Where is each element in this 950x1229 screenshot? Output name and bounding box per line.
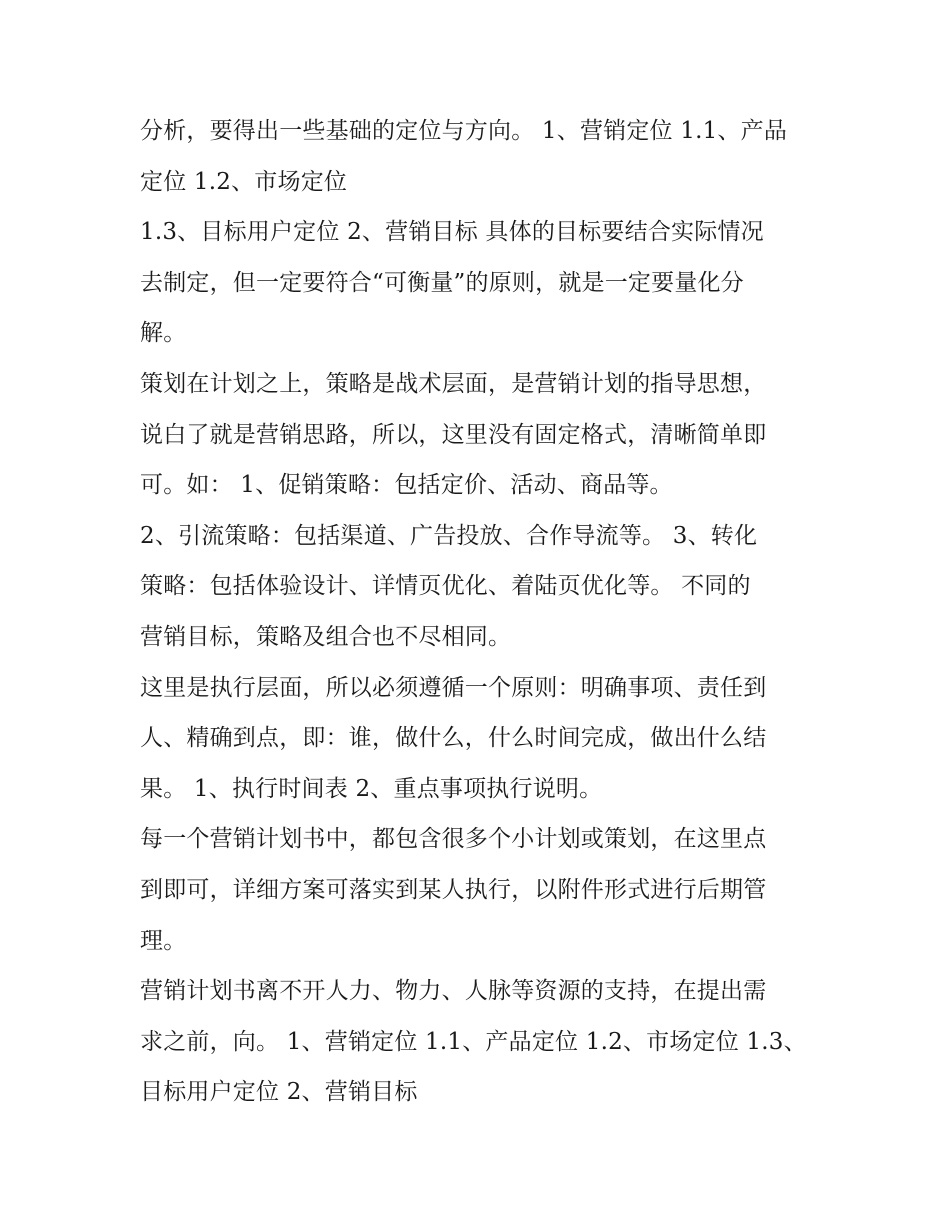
text-line: 果。 1、执行时间表 2、重点事项执行说明。 (140, 775, 603, 802)
text-line: 说白了就是营销思路，所以，这里没有固定格式，清晰简单即 (140, 421, 767, 448)
text-line: 理。 (140, 927, 187, 954)
text-line: 策划在计划之上，策略是战术层面，是营销计划的指导思想， (140, 370, 767, 397)
text-line: 这里是执行层面，所以必须遵循一个原则：明确事项、责任到 (140, 674, 767, 701)
text-line: 求之前，向。 1、营销定位 1.1、产品定位 1.2、市场定位 1.3、 (140, 1028, 807, 1055)
text-line: 1.3、目标用户定位 2、营销目标 具体的目标要结合实际情况 (140, 219, 764, 246)
text-line: 目标用户定位 2、营销目标 (140, 1079, 418, 1106)
text-line: 人、精确到点，即：谁，做什么，什么时间完成，做出什么结 (140, 725, 767, 752)
text-line: 定位 1.2、市场定位 (140, 168, 348, 195)
text-line: 2、引流策略：包括渠道、广告投放、合作导流等。 3、转化 (140, 522, 758, 549)
text-line: 解。 (140, 320, 187, 347)
text-line: 去制定，但一定要符合“可衡量”的原则，就是一定要量化分 (140, 269, 744, 296)
text-line: 营销目标，策略及组合也不尽相同。 (140, 623, 512, 650)
text-line: 分析，要得出一些基础的定位与方向。 1、营销定位 1.1、产品 (140, 118, 788, 144)
text-line: 营销计划书离不开人力、物力、人脉等资源的支持，在提出需 (140, 978, 767, 1005)
text-line: 可。如： 1、促销策略：包括定价、活动、商品等。 (140, 472, 673, 499)
text-line: 每一个营销计划书中，都包含很多个小计划或策划，在这里点 (140, 826, 767, 853)
text-line: 策略：包括体验设计、详情页优化、着陆页优化等。 不同的 (140, 573, 751, 600)
text-line: 到即可，详细方案可落实到某人执行，以附件形式进行后期管 (140, 876, 767, 903)
document-body-text (140, 106, 820, 1118)
